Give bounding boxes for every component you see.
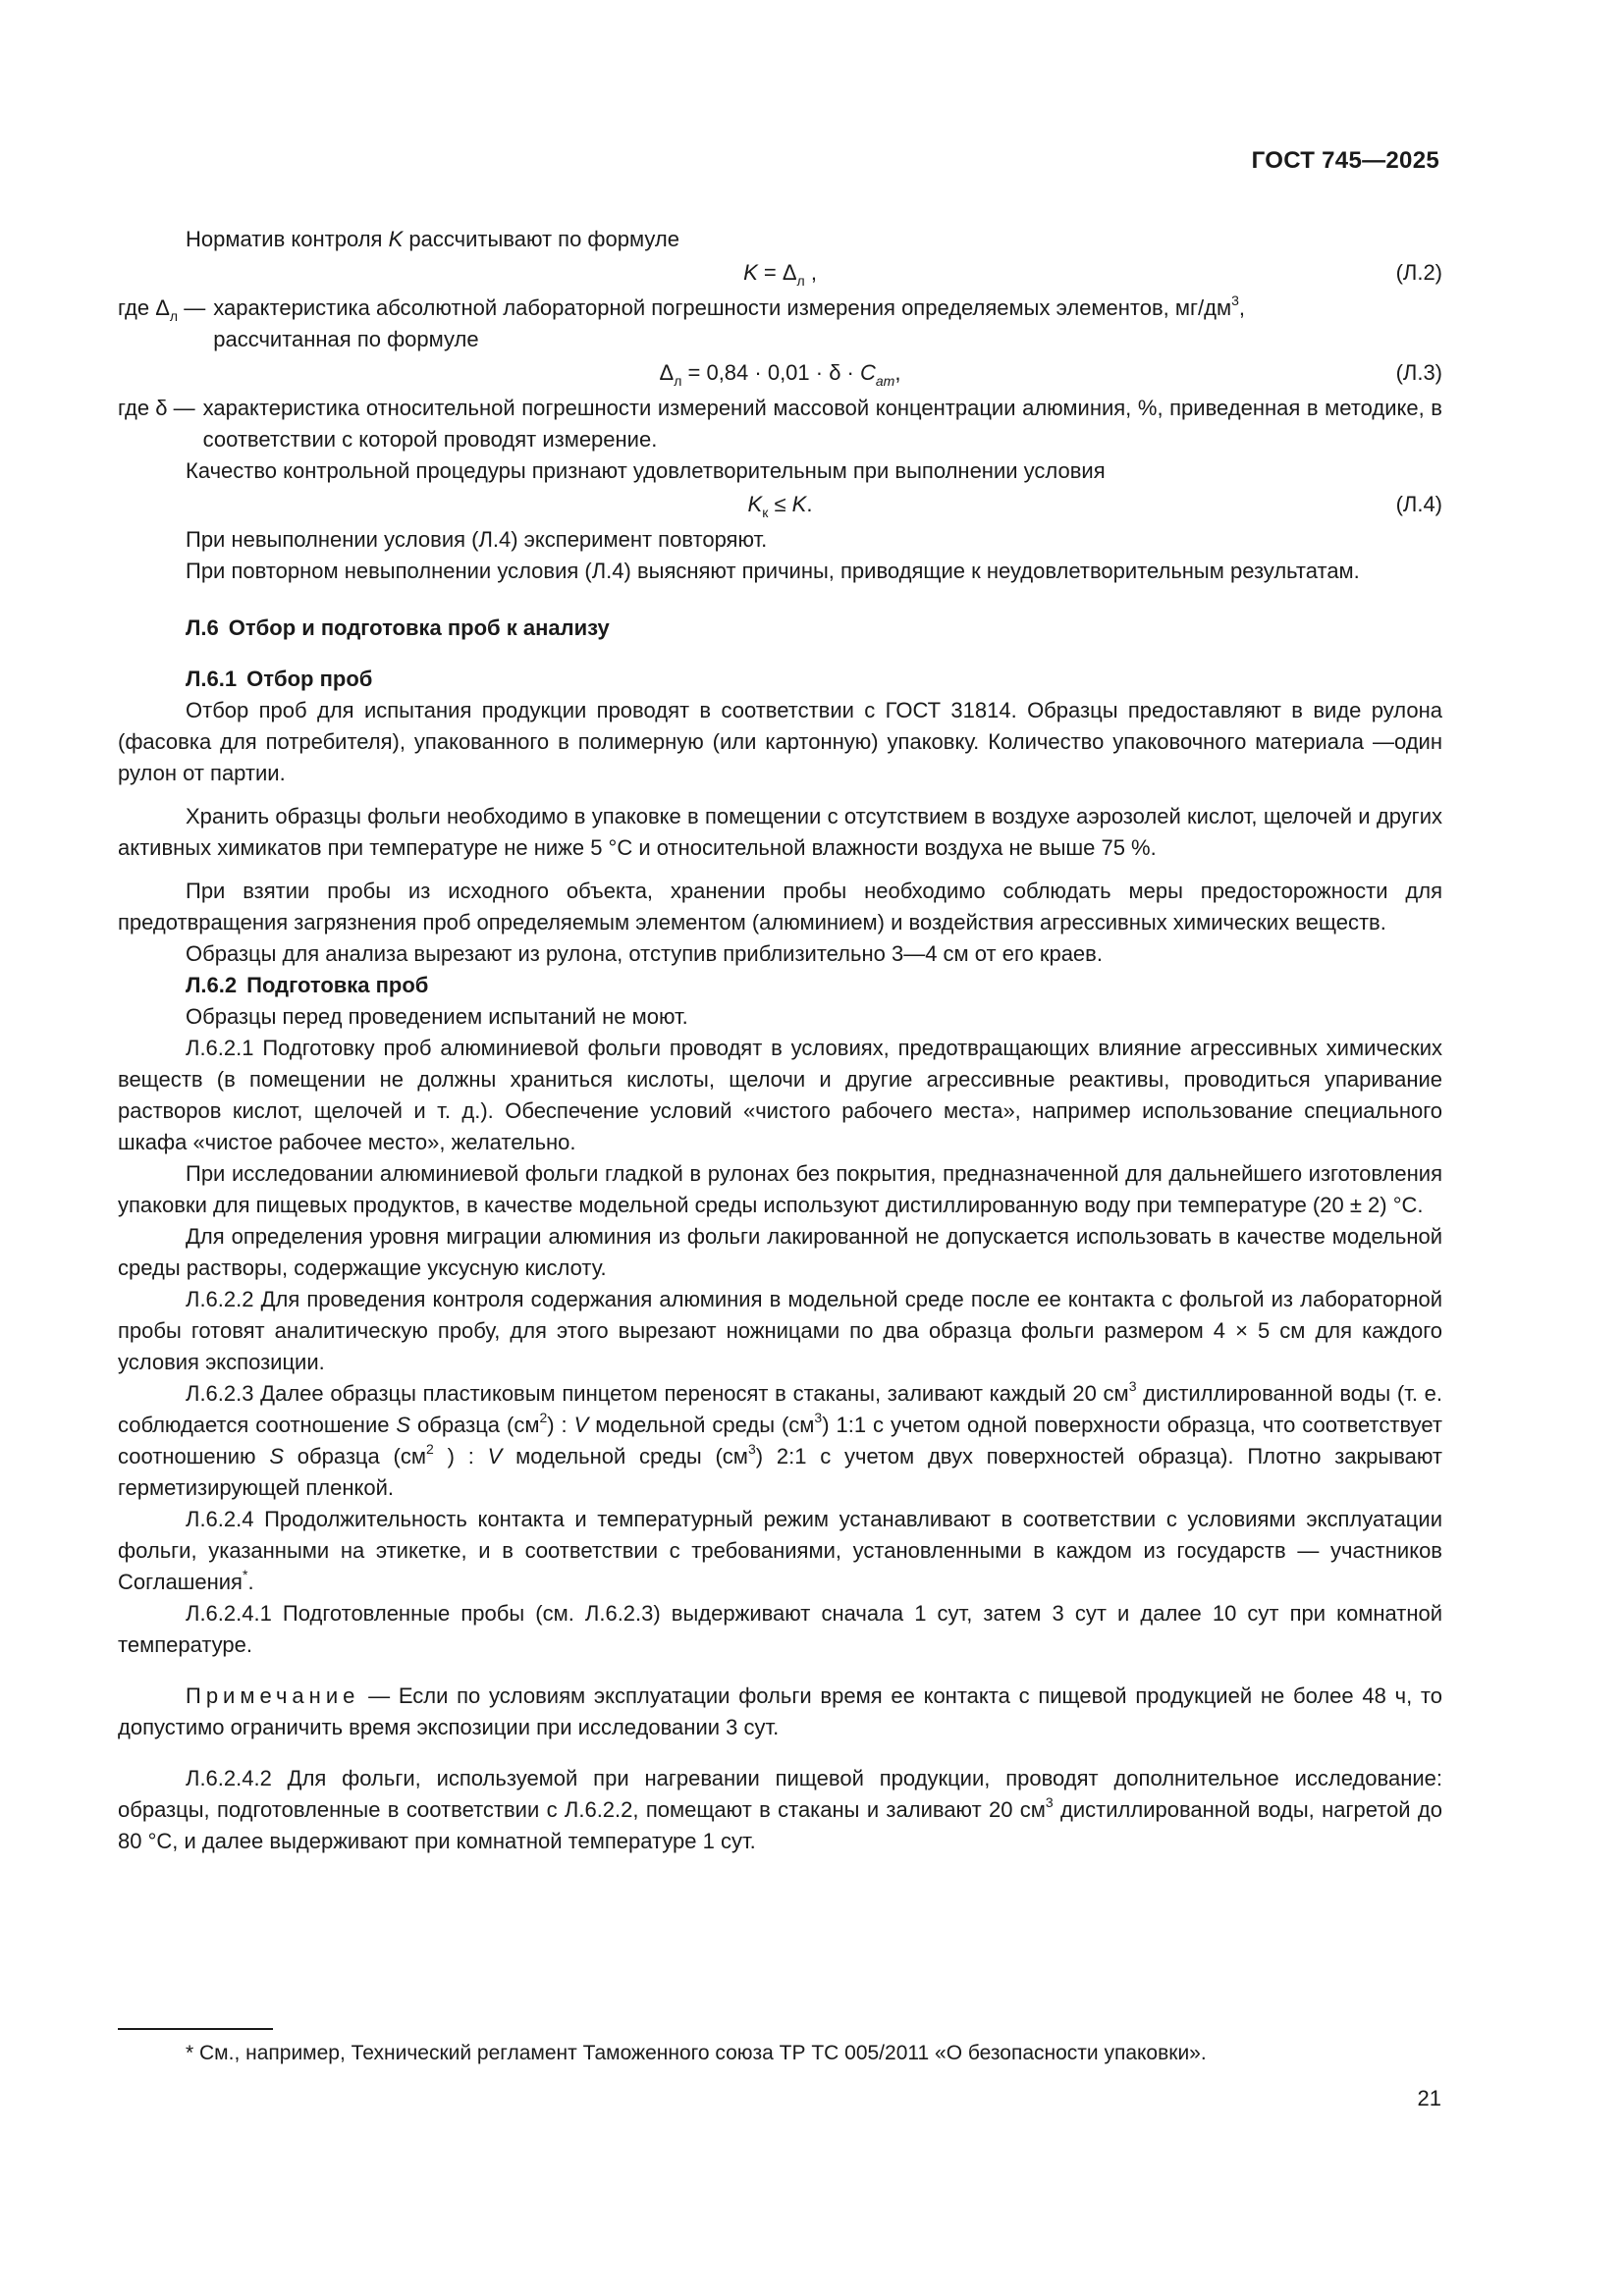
paragraph: Л.6.2.4.2 Для фольги, используемой при нагревании пищевой продукции, проводят дополнительное исследование: образцы, подготовленные в соответствии с Л.6.2.2, помещают в стаканы и заливают 20 $см^3$ дистиллированной воды, нагретой до 80 °С, и далее выдерживают при комнатной температуре 1 сут.: [118, 1766, 1442, 1853]
footnote-divider: [118, 2028, 273, 2030]
paragraph: При взятии пробы из исходного объекта, хранении пробы необходимо соблюдать меры предосторожности для предотвращения загрязнения проб определяемым элементом (алюминием) и воздействия агрессивных химических веществ.: [118, 879, 1442, 934]
equation-number: (Л.4): [1395, 492, 1442, 516]
equation-number: (Л.2): [1395, 260, 1442, 285]
section-heading: Л.6 Отбор и подготовка проб к анализу: [186, 615, 610, 640]
paragraph: При невыполнении условия (Л.4) эксперимент повторяют.: [186, 527, 768, 552]
paragraph: Норматив контроля K рассчитывают по формуле: [186, 227, 679, 251]
paragraph: Образцы перед проведением испытаний не моют.: [186, 1004, 688, 1029]
paragraph: При повторном невыполнении условия (Л.4) выясняют причины, приводящие к неудовлетворительным результатам.: [186, 559, 1360, 583]
document-header: ГОСТ 745—2025: [1251, 147, 1439, 174]
page-number: 21: [1417, 2086, 1441, 2110]
paragraph: Л.6.2.3 Далее образцы пластиковым пинцетом переносят в стаканы, заливают каждый 20 $см^3$ дистиллированной воды (т. е. соблюдается соотношение S образца $(см^2)$ : V модельной среды $(см^3)$ 1:1 с учетом одной поверхности образца, что соответствует соотношению S образца ($см^2$ ) : V модельной среды $(см^3)$ 2:1 с учетом двух поверхностей образца). Плотно закрывают герметизирующей пленкой.: [118, 1378, 1442, 1500]
paragraph: Для определения уровня миграции алюминия из фольги лакированной не допускается использовать в качестве модельной среды растворы, содержащие уксусную кислоту.: [118, 1224, 1442, 1280]
subsection-heading: Л.6.1 Отбор проб: [186, 667, 373, 691]
footnote: * См., например, Технический регламент Таможенного союза ТР ТС 005/2011 «О безопасности упаковки».: [186, 2042, 1207, 2064]
where-clause: где δ — характеристика относительной погрешности измерений массовой концентрации алюминия, %, приведенная в методике, в соответствии с которой проводят измерение.: [118, 396, 1442, 452]
paragraph: Образцы для анализа вырезают из рулона, отступив приблизительно 3—4 см от его краев.: [186, 941, 1103, 966]
formula-l3: $\Delta_л = 0,84 \cdot 0,01 \cdot \delta \cdot C_{am}$, (Л.3): [118, 357, 1442, 391]
formula-l2: $K = \Delta_л$ , (Л.2): [118, 257, 1442, 291]
footnote-marker[interactable]: *: [242, 1567, 248, 1582]
note-label: Примечание: [186, 1683, 360, 1708]
paragraph: При исследовании алюминиевой фольги гладкой в рулонах без покрытия, предназначенной для дальнейшего изготовления упаковки для пищевых продуктов, в качестве модельной среды используют дистиллированную воду при температуре (20 ± 2) °С.: [118, 1161, 1442, 1217]
paragraph: Л.6.2.2 Для проведения контроля содержания алюминия в модельной среде после ее контакта с фольгой из лабораторной пробы готовят аналитическую пробу, для этого вырезают ножницами по два образца фольги размером 4 × 5 см для каждого условия экспозиции.: [118, 1287, 1442, 1374]
paragraph: Хранить образцы фольги необходимо в упаковке в помещении с отсутствием в воздухе аэрозолей кислот, щелочей и других активных химикатов при температуре не ниже 5 °С и относительной влажности воздуха не выше 75 %.: [118, 804, 1442, 860]
where-clause: где $\Delta_л$ — характеристика абсолютной лабораторной погрешности измерения определяемых элементов, $мг/дм^3$, рассчитанная по формуле: [118, 293, 1246, 351]
page-body: [118, 224, 1442, 1857]
subsection-heading: Л.6.2 Подготовка проб: [186, 973, 429, 997]
paragraph: Л.6.2.4 Продолжительность контакта и температурный режим устанавливают в соответствии с условиями эксплуатации фольги, указанными на этикетке, и в соответствии с требованиями, установленными в каждом из государств — участников Соглашения*.: [118, 1507, 1442, 1594]
paragraph: Л.6.2.4.1 Подготовленные пробы (см. Л.6.2.3) выдерживают сначала 1 сут, затем 3 сут и далее 10 сут при комнатной температуре.: [118, 1601, 1442, 1657]
paragraph: Л.6.2.1 Подготовку проб алюминиевой фольги проводят в условиях, предотвращающих влияние агрессивных химических веществ (в помещении не должны храниться кислоты, щелочи и другие агрессивные реактивы, проводиться упаривание растворов кислот, щелочей и т. д.). Обеспечение условий «чистого рабочего места», например использование специального шкафа «чистое рабочее место», желательно.: [118, 1036, 1442, 1154]
paragraph: Отбор проб для испытания продукции проводят в соответствии с ГОСТ 31814. Образцы предоставляют в виде рулона (фасовка для потребителя), упакованного в полимерную (или картонную) упаковку. Количество упаковочного материала —один рулон от партии.: [118, 698, 1442, 785]
equation-number: (Л.3): [1395, 360, 1442, 385]
paragraph: Качество контрольной процедуры признают удовлетворительным при выполнении условия: [186, 458, 1106, 483]
note: Примечание — Если по условиям эксплуатации фольги время ее контакта с пищевой продукцией не более 48 ч, то допустимо ограничить время экспозиции при исследовании 3 сут.: [118, 1683, 1442, 1739]
formula-l4: $K_к \le K$. (Л.4): [118, 489, 1442, 522]
